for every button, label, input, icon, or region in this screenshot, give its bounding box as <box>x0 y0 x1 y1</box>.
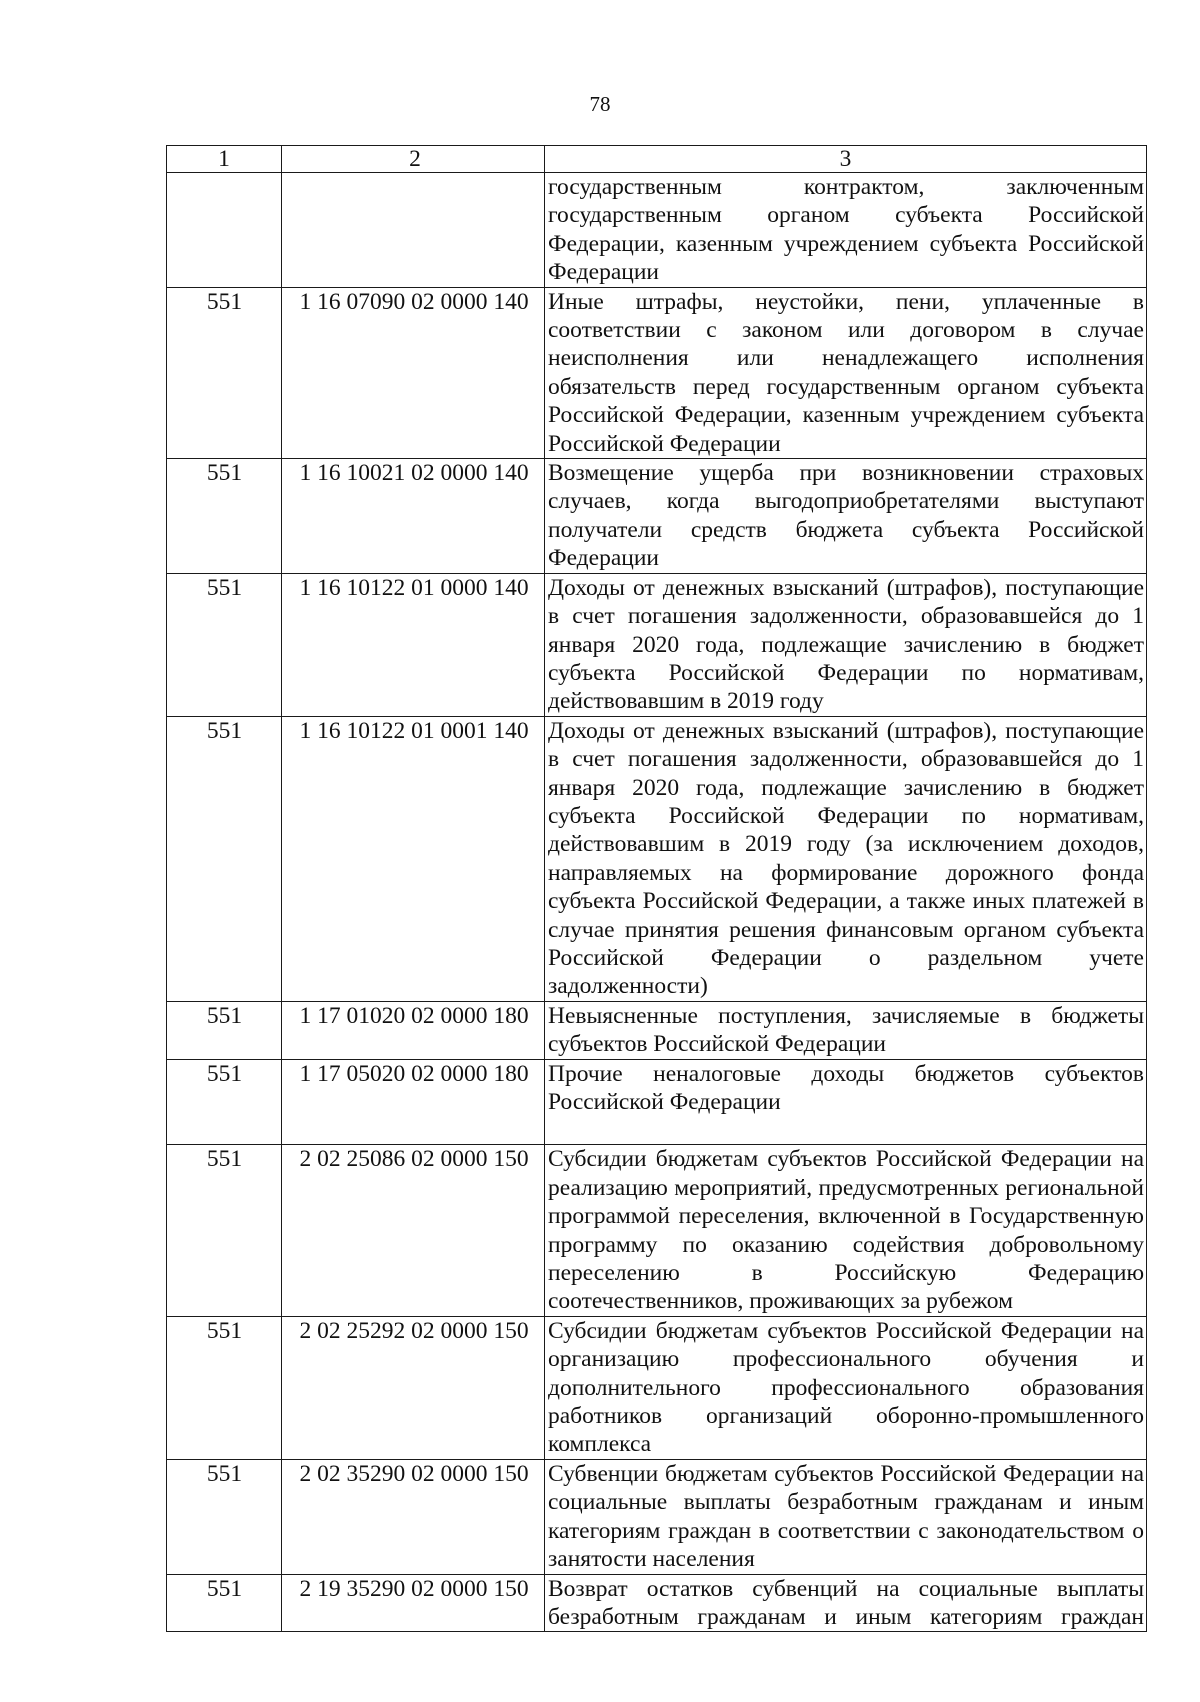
code-cell-empty <box>282 173 545 288</box>
header-col-2: 2 <box>282 146 545 173</box>
admin-code-cell: 551 <box>167 1145 282 1316</box>
income-name-cell: Субсидии бюджетам субъектов Российской Федерации на реализацию мероприятий, предусмотренных региональной программой переселения, включенной в Государственную программу по оказанию содействия добровольному переселению в Российскую Федерацию соотечественников, проживающих за рубежом <box>545 1145 1147 1316</box>
table-row <box>167 1145 1147 1316</box>
budget-code-cell: 1 16 10021 02 0000 140 <box>282 459 545 574</box>
header-col-1: 1 <box>167 146 282 173</box>
page-number: 78 <box>589 92 611 116</box>
income-name-cell: Доходы от денежных взысканий (штрафов), поступающие в счет погашения задолженности, образовавшейся до 1 января 2020 года, подлежащие зачислению в бюджет субъекта Российской Федерации по нормативам, действовавшим в 2019 году (за исключением доходов, направляемых на формирование дорожного фонда субъекта Российской Федерации, а также иных платежей в случае принятия решения финансовым органом субъекта Российской Федерации о раздельном учете задолженности) <box>545 716 1147 1001</box>
table-row <box>167 287 1147 458</box>
table-header <box>167 146 1147 173</box>
table-row <box>167 716 1147 1001</box>
income-name-cell: Возврат остатков субвенций на социальные выплаты безработным гражданам и иным категориям граждан <box>545 1574 1147 1632</box>
budget-code-cell: 2 02 35290 02 0000 150 <box>282 1459 545 1574</box>
table-row <box>167 1459 1147 1574</box>
income-name-cell: Невыясненные поступления, зачисляемые в бюджеты субъектов Российской Федерации <box>545 1001 1147 1059</box>
table-row <box>167 459 1147 574</box>
income-name-cell: Прочие неналоговые доходы бюджетов субъектов Российской Федерации <box>545 1059 1147 1145</box>
budget-code-cell: 2 02 25086 02 0000 150 <box>282 1145 545 1316</box>
admin-code-cell: 551 <box>167 716 282 1001</box>
budget-code-cell: 2 19 35290 02 0000 150 <box>282 1574 545 1632</box>
budget-code-cell: 2 02 25292 02 0000 150 <box>282 1316 545 1459</box>
name-cell-continuation: государственным контрактом, заключенным государственным органом субъекта Российской Федерации, казенным учреждением субъекта Российской Федерации <box>545 173 1147 288</box>
admin-code-cell: 551 <box>167 1459 282 1574</box>
table-row <box>167 1316 1147 1459</box>
income-name-cell: Иные штрафы, неустойки, пени, уплаченные в соответствии с законом или договором в случае неисполнения или ненадлежащего исполнения обязательств перед государственным органом субъекта Российской Федерации, казенным учреждением субъекта Российской Федерации <box>545 287 1147 458</box>
header-col-3: 3 <box>545 146 1147 173</box>
admin-code-cell: 551 <box>167 1059 282 1145</box>
income-name-cell: Доходы от денежных взысканий (штрафов), поступающие в счет погашения задолженности, образовавшейся до 1 января 2020 года, подлежащие зачислению в бюджет субъекта Российской Федерации по нормативам, действовавшим в 2019 году <box>545 573 1147 716</box>
budget-code-cell: 1 16 10122 01 0001 140 <box>282 716 545 1001</box>
header-row <box>167 146 1147 173</box>
table-row-continuation <box>167 173 1147 288</box>
budget-code-cell: 1 16 10122 01 0000 140 <box>282 573 545 716</box>
admin-code-cell: 551 <box>167 459 282 574</box>
admin-code-cell: 551 <box>167 1574 282 1632</box>
budget-code-cell: 1 17 01020 02 0000 180 <box>282 1001 545 1059</box>
table-row <box>167 1574 1147 1632</box>
admin-code-cell: 551 <box>167 1316 282 1459</box>
admin-code-cell: 551 <box>167 1001 282 1059</box>
income-name-cell: Возмещение ущерба при возникновении страховых случаев, когда выгодоприобретателями выступают получатели средств бюджета субъекта Российской Федерации <box>545 459 1147 574</box>
income-name-cell: Субсидии бюджетам субъектов Российской Федерации на организацию профессионального обучения и дополнительного профессионального образования работников организаций оборонно-промышленного комплекса <box>545 1316 1147 1459</box>
income-name-cell: Субвенции бюджетам субъектов Российской Федерации на социальные выплаты безработным гражданам и иным категориям граждан в соответствии с законодательством о занятости населения <box>545 1459 1147 1574</box>
table-body <box>167 173 1147 1632</box>
budget-code-cell: 1 17 05020 02 0000 180 <box>282 1059 545 1145</box>
budget-code-cell: 1 16 07090 02 0000 140 <box>282 287 545 458</box>
table-row <box>167 1001 1147 1059</box>
budget-codes-table <box>166 145 1147 1632</box>
table-row <box>167 1059 1147 1145</box>
admin-code-cell: 551 <box>167 287 282 458</box>
admin-code-cell: 551 <box>167 573 282 716</box>
admin-cell-empty <box>167 173 282 288</box>
table-row <box>167 573 1147 716</box>
